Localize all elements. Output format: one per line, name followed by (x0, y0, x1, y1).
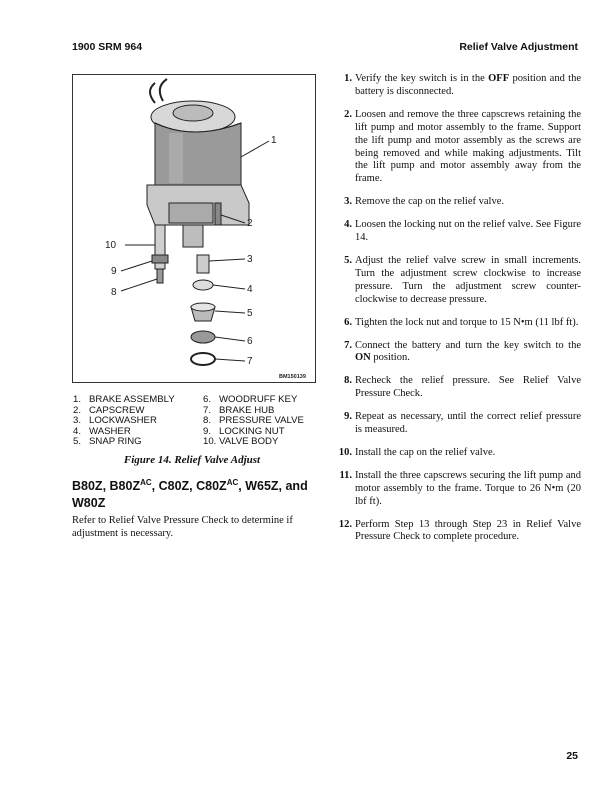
step-item (337, 411, 581, 437)
legend-num: 4. (73, 425, 82, 437)
step-text (355, 255, 581, 307)
legend-num: 2. (73, 404, 82, 416)
step-text-part: Verify the key switch is in the (355, 73, 489, 84)
step-text-part: Connect the battery and turn the key switch to the (355, 339, 581, 351)
step-number: 5. (344, 254, 352, 266)
step-text (355, 109, 581, 186)
step-text (355, 219, 581, 245)
legend-num: 10. (203, 436, 217, 448)
callout-8: 8 (111, 287, 117, 298)
legend-label: BRAKE ASSEMBLY (89, 394, 175, 405)
intro-paragraph: Refer to Relief Valve Pressure Check to determine if adjustment is necessary. (72, 515, 293, 539)
figure-relief-valve-illustration (72, 74, 316, 383)
step-item (337, 375, 581, 401)
callout-9: 9 (111, 266, 117, 277)
figure-legend (73, 395, 323, 448)
legend-row (73, 437, 323, 448)
legend-label: BRAKE HUB (219, 404, 275, 416)
step-item (337, 255, 581, 307)
step-text-part: Install the three capscrews securing the lift pump and motor assembly to the frame. Torque to 26 N•m (20 lbf ft). (355, 469, 581, 507)
section-heading-sup: AC (140, 478, 152, 487)
header-doc-id: 1900 SRM 964 (72, 41, 143, 53)
legend-num: 1. (73, 394, 82, 405)
legend-label: PRESSURE VALVE (219, 415, 304, 427)
step-number: 9. (344, 411, 352, 423)
step-text-part: Loosen the locking nut on the relief valve. See Figure 14. (355, 219, 581, 244)
callout-10: 10 (105, 240, 117, 251)
step-item (337, 447, 581, 460)
page-number: 25 (566, 750, 578, 762)
step-text (355, 317, 581, 330)
callout-6: 6 (247, 336, 253, 347)
step-text-part: Loosen and remove the three capscrews retaining the lift pump and motor assembly to the frame. Support the lift pump and motor assembly as the screws are being removed and while making adjustments. Tilt the lift pump and motor assembly away from the frame. (355, 108, 581, 185)
legend-label: LOCKWASHER (89, 415, 157, 427)
step-item (337, 73, 581, 99)
step-number: 1. (344, 73, 352, 84)
callout-2: 2 (247, 218, 253, 229)
legend-num: 8. (203, 415, 212, 427)
legend-num: 7. (203, 404, 212, 416)
procedure-steps (337, 73, 581, 554)
step-number: 10. (338, 446, 352, 458)
legend-label: WASHER (89, 425, 131, 437)
legend-label: CAPSCREW (89, 404, 145, 416)
step-item (337, 317, 581, 330)
step-item (337, 109, 581, 186)
step-text (355, 196, 581, 209)
step-text-part: Install the cap on the relief valve. (355, 446, 496, 458)
step-text-part: Perform Step 13 through Step 23 in Relief Valve Pressure Check to complete procedure. (355, 518, 581, 543)
section-heading-part: , W65Z, and W80Z (72, 479, 308, 511)
step-number: 3. (344, 196, 352, 208)
step-text (355, 340, 581, 366)
step-text (355, 447, 581, 460)
step-text (355, 470, 581, 509)
legend-num: 6. (203, 394, 212, 405)
step-number: 6. (344, 316, 352, 328)
step-text (355, 73, 581, 99)
step-text-part: Recheck the relief pressure. See Relief Valve Pressure Check. (355, 375, 581, 400)
callout-1: 1 (271, 135, 277, 146)
step-number: 7. (344, 339, 352, 351)
step-text-part: Adjust the relief valve screw in small increments. Turn the adjustment screw clockwise to increase pressure. Turn the adjustment screw counter-clockwise to decrease pressure. (355, 254, 581, 305)
step-number: 4. (344, 219, 352, 231)
step-item (337, 519, 581, 545)
callout-5: 5 (247, 308, 253, 319)
callout-3: 3 (247, 254, 253, 265)
callout-4: 4 (247, 284, 253, 295)
step-item (337, 219, 581, 245)
legend-num: 3. (73, 415, 82, 427)
step-item (337, 470, 581, 509)
relief-valve-drawing (73, 75, 315, 382)
step-item (337, 340, 581, 366)
step-number: 11. (339, 469, 352, 481)
header-section-title: Relief Valve Adjustment (459, 41, 578, 53)
figure-image-id: BM150139 (279, 374, 306, 380)
legend-num: 5. (73, 436, 82, 448)
legend-label: LOCKING NUT (219, 425, 285, 437)
step-number: 2. (344, 108, 352, 120)
legend-label: SNAP RING (89, 436, 142, 448)
step-text-part: Tighten the lock nut and torque to 15 N•m (11 lbf ft). (355, 316, 579, 328)
figure-caption: Figure 14. Relief Valve Adjust (123, 454, 261, 466)
legend-label: VALVE BODY (219, 436, 279, 448)
legend-label: WOODRUFF KEY (219, 394, 298, 405)
step-text (355, 519, 581, 545)
step-text-part: position. (370, 352, 410, 364)
section-heading-part: , C80Z, C80Z (151, 479, 227, 494)
callout-7: 7 (247, 356, 253, 367)
section-heading-sup: AC (226, 478, 239, 487)
step-text (355, 375, 581, 401)
step-number: 12. (338, 518, 352, 530)
step-text (355, 411, 581, 437)
step-text-part: position and the battery is disconnected. (355, 73, 582, 97)
step-text-bold: ON (355, 352, 371, 364)
section-heading (72, 474, 322, 512)
step-item (337, 196, 581, 209)
step-text-bold: OFF (488, 73, 510, 84)
step-number: 8. (344, 375, 352, 387)
section-heading-part: B80Z, B80Z (72, 479, 141, 494)
step-text-part: Repeat as necessary, until the correct relief pressure is measured. (355, 411, 581, 436)
legend-num: 9. (203, 425, 212, 437)
step-text-part: Remove the cap on the relief valve. (355, 196, 504, 208)
